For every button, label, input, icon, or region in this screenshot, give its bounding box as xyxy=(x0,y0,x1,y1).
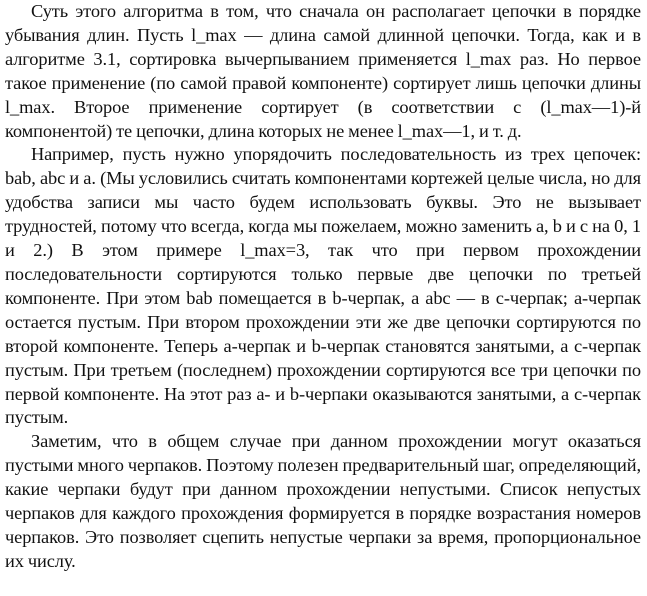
paragraph-1-text: Суть этого алгоритма в том, что сначала он располагает цепочки в порядке убывания длин. Пусть l_max — длина самой длинной цепочки. Тогда, как и в алгоритме 3.1, сортировка вычерпыванием применяется l_max раз. Но первое такое применение (по самой правой компоненте) сортирует лишь цепочки длины l_max. Второе применение сортирует (в соответствии с (l_max—1)-й компонентой) те цепочки, длина которых не менее l_max—1, и т. д. xyxy=(5,1,641,141)
paragraph-2-text: Например, пусть нужно упорядочить последовательность из трех цепочек: bab, abc и a. (Мы условились считать компонентами кортежей целые числа, но для удобства записи мы часто будем использовать буквы. Это не вызывает трудностей, потому что всегда, когда мы пожелаем, можно заменить a, b и c на 0, 1 и 2.) В этом примере l_max=3, так что при первом прохождении последовательности сортируются только первые две цепочки по третьей компоненте. При этом bab помещается в b-черпак, а abc — в c-черпак; a-черпак остается пустым. При втором прохождении эти же две цепочки сортируются по второй компоненте. Теперь a-черпак и b-черпак становятся занятыми, а c-черпак пустым. При третьем (последнем) прохождении сортируются все три цепочки по первой компоненте. На этот раз a- и b-черпаки оказываются занятыми, а c-черпак пустым. xyxy=(5,144,641,428)
paragraph-2 xyxy=(5,143,641,430)
paragraph-3 xyxy=(5,430,641,573)
paragraph-1 xyxy=(5,0,641,143)
paragraph-3-text: Заметим, что в общем случае при данном прохождении могут оказаться пустыми много черпаков. Поэтому полезен предварительный шаг, определяющий, какие черпаки будут при данном прохождении непустыми. Список непустых черпаков для каждого прохождения формируется в порядке возрастания номеров черпаков. Это позволяет сцепить непустые черпаки за время, пропорциональное их числу. xyxy=(5,431,641,571)
